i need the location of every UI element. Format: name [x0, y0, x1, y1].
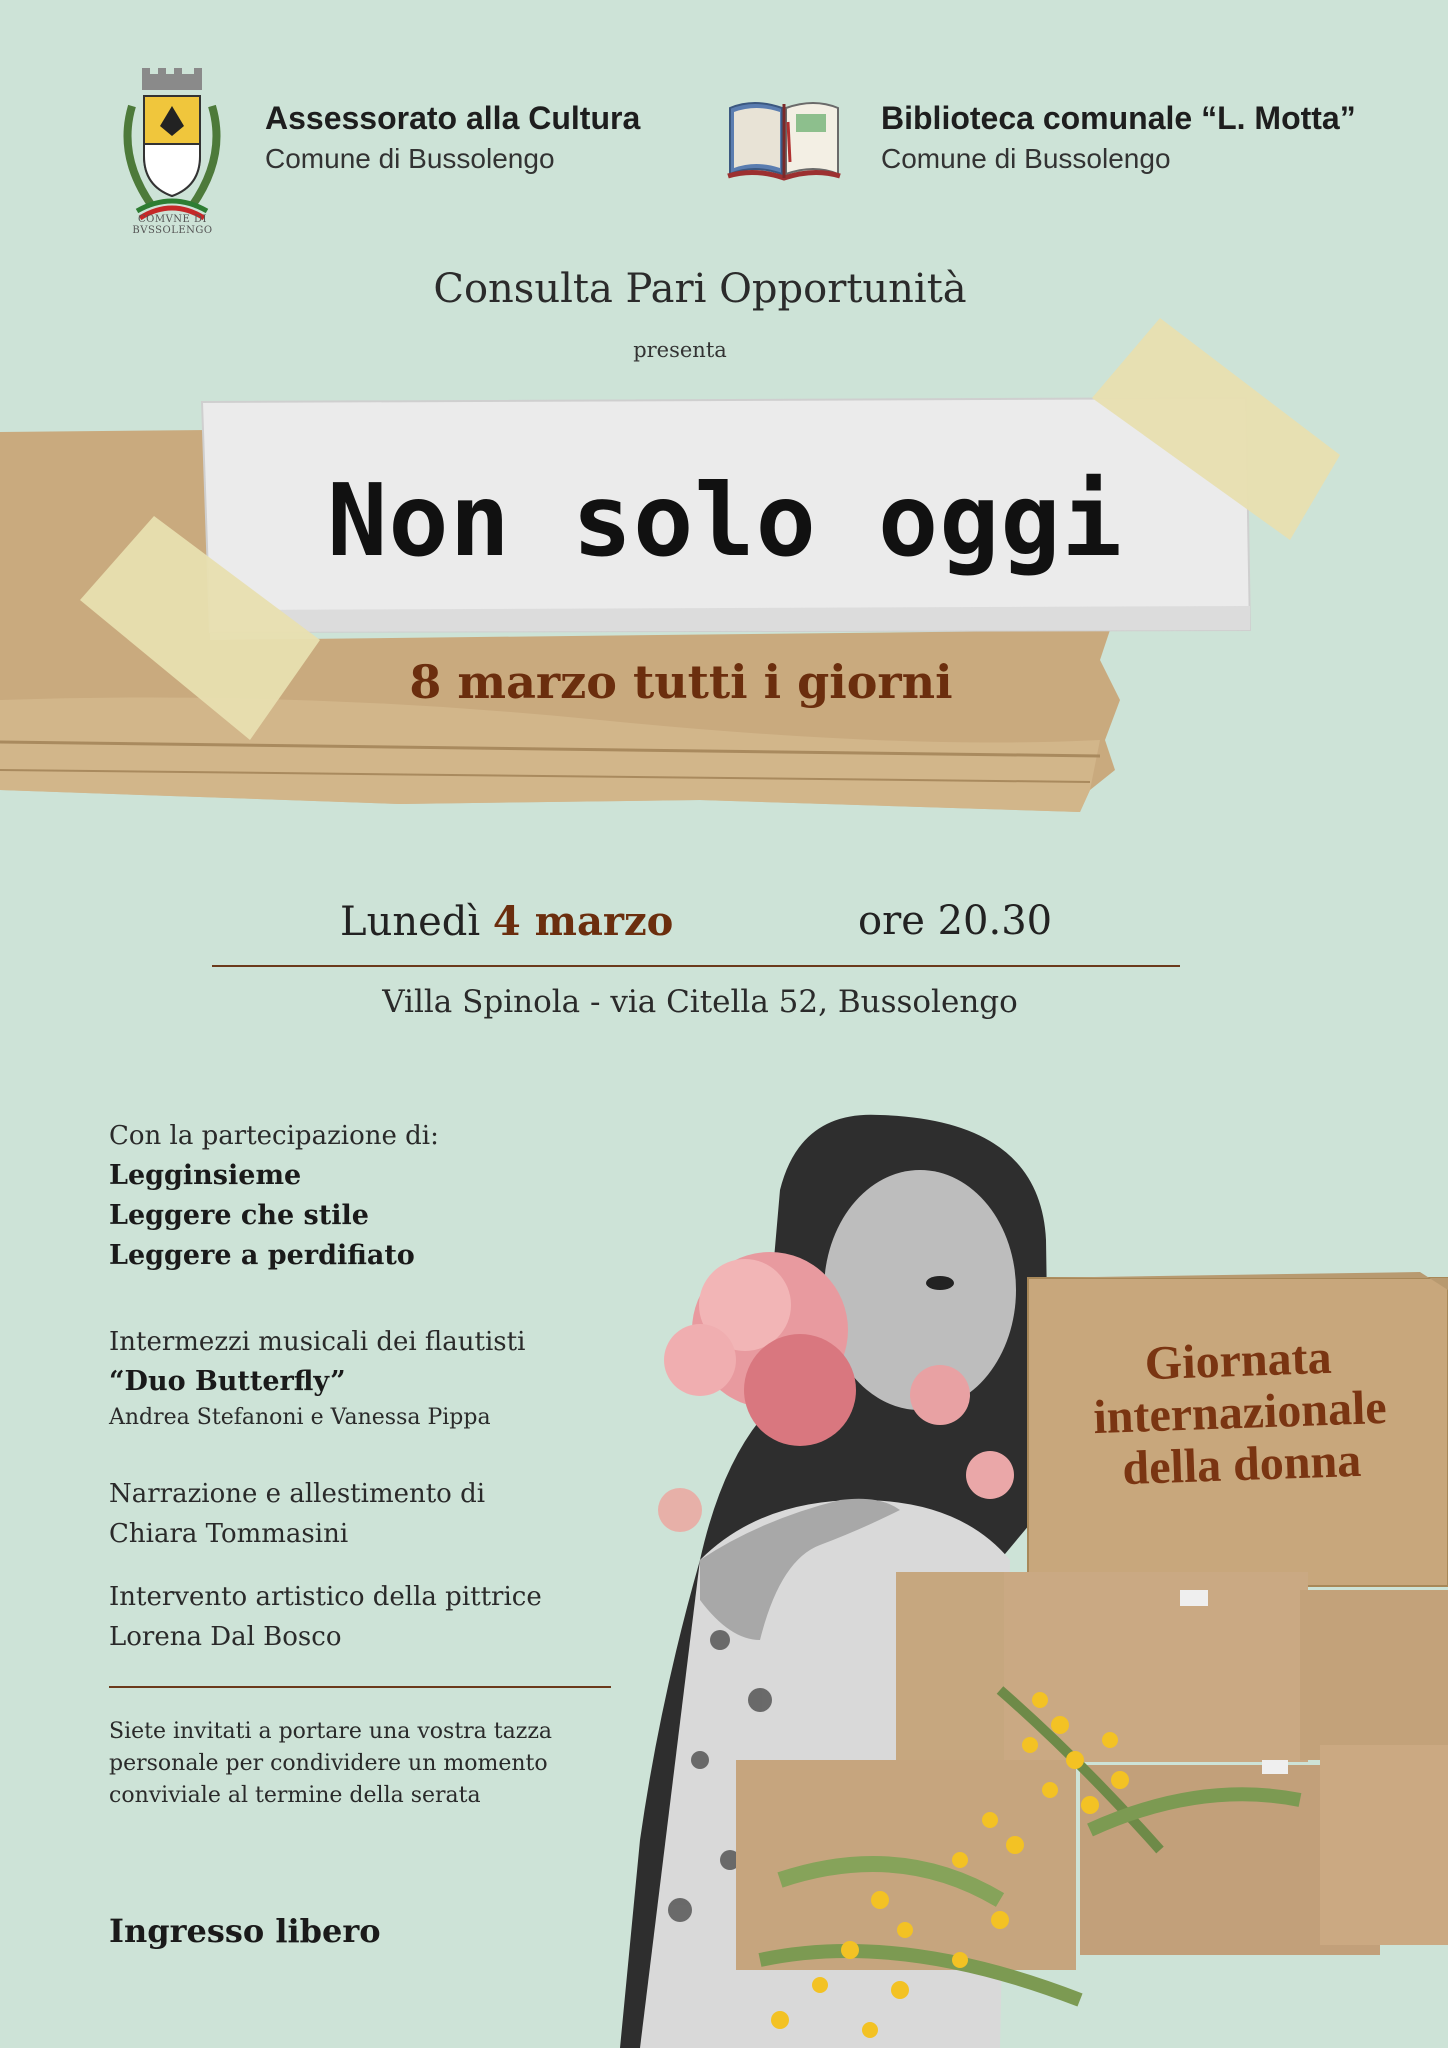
box-label-line: Giornata	[1143, 1330, 1333, 1391]
event-subtitle: 8 marzo tutti i giorni	[409, 655, 953, 709]
narration-name: Chiara Tommasini	[109, 1519, 349, 1549]
entry-label: Ingresso libero	[109, 1912, 381, 1950]
group-item: Leggere che stile	[109, 1200, 369, 1231]
invitation-note: Siete invitati a portare una vostra tazza personale per condividere un momento conviviale al termine della serata	[109, 1719, 553, 1808]
music-block	[109, 1322, 629, 1434]
participation-block	[109, 1116, 629, 1276]
art-intro: Intervento artistico della pittrice	[109, 1582, 542, 1612]
event-day: Lunedì	[340, 899, 481, 945]
biblioteca-title: Biblioteca comunale “L. Motta”	[881, 100, 1356, 136]
event-time: ore 20.30	[858, 898, 1053, 944]
event-venue: Villa Spinola - via Citella 52, Bussolengo	[382, 984, 1018, 1020]
open-book-icon	[724, 92, 844, 182]
assessorato-title: Assessorato alla Cultura	[265, 100, 641, 136]
participation-intro: Con la partecipazione di:	[109, 1121, 439, 1151]
music-members: Andrea Stefanoni e Vanessa Pippa	[109, 1405, 491, 1430]
event-date	[340, 898, 673, 945]
art-block	[109, 1577, 629, 1657]
assessorato-subtitle: Comune di Bussolengo	[265, 143, 555, 174]
box-label-line: internazionale	[1092, 1380, 1388, 1445]
group-item: Leggere a perdifiato	[109, 1240, 415, 1271]
presenter-name: Consulta Pari Opportunità	[433, 266, 967, 312]
collage-illustration	[600, 1100, 1448, 2048]
coat-of-arms-icon	[112, 66, 232, 231]
presenter-verb: presenta	[633, 338, 727, 362]
narration-block	[109, 1474, 629, 1554]
crest-caption: COMVNE DI BVSSOLENGO	[132, 214, 213, 236]
group-item: Legginsieme	[109, 1160, 302, 1191]
music-intro: Intermezzi musicali dei flautisti	[109, 1327, 526, 1357]
event-date-value: 4 marzo	[492, 898, 674, 945]
box-label-line: della donna	[1121, 1433, 1363, 1496]
event-title: Non solo oggi	[327, 462, 1123, 579]
divider	[109, 1686, 611, 1688]
box-label	[1037, 1328, 1442, 1498]
narration-intro: Narrazione e allestimento di	[109, 1479, 486, 1509]
art-name: Lorena Dal Bosco	[109, 1622, 342, 1652]
music-duo: “Duo Butterfly”	[109, 1366, 346, 1397]
divider	[212, 965, 1180, 967]
biblioteca-subtitle: Comune di Bussolengo	[881, 143, 1171, 174]
